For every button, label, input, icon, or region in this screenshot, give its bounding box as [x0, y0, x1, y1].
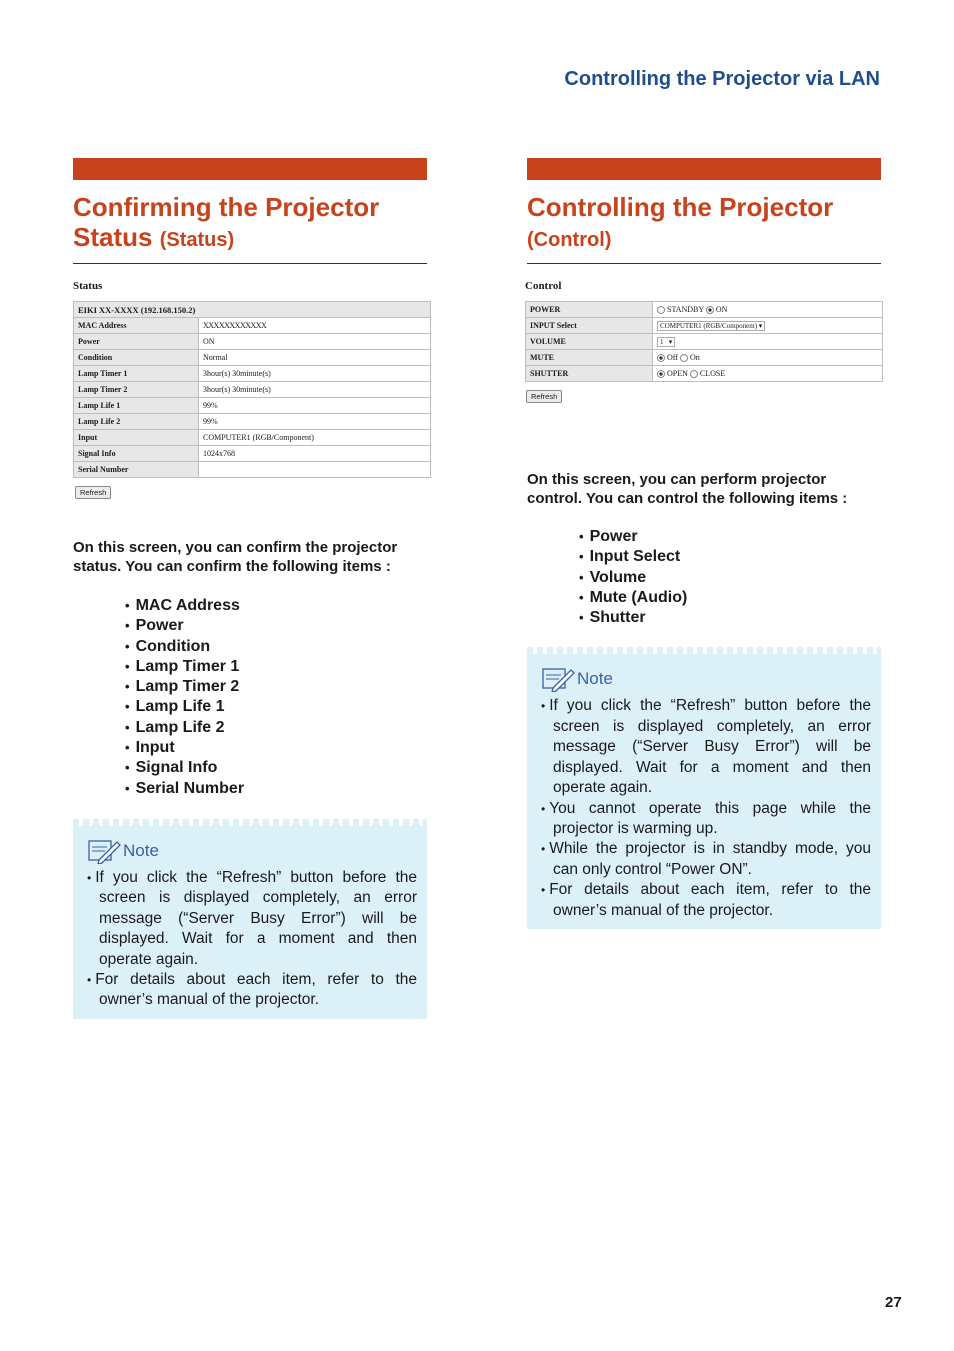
note-item: • For details about each item, refer to the owner’s manual of the projector. [87, 970, 417, 1011]
note-edge [73, 819, 427, 826]
table-row [526, 366, 883, 382]
control-section-title [527, 192, 881, 264]
row-value: 3hour(s) 30minute(s) [199, 382, 431, 398]
table-row [74, 462, 431, 478]
radio-label: Off [667, 352, 678, 362]
row-key: SHUTTER [526, 366, 653, 382]
status-intro: On this screen, you can confirm the projector status. You can confirm the following items : [73, 539, 398, 575]
row-value: XXXXXXXXXXXX [199, 318, 431, 334]
table-row [526, 334, 883, 350]
list-item: • Condition [125, 637, 427, 657]
table-row [526, 350, 883, 366]
status-item-list [73, 596, 427, 799]
control-item-list [527, 527, 881, 628]
radio-close[interactable] [690, 370, 698, 378]
radio-on[interactable] [680, 354, 688, 362]
row-value: Normal [199, 350, 431, 366]
control-table [525, 301, 883, 382]
select-value: 1 [660, 337, 664, 346]
table-row [74, 398, 431, 414]
list-item: • Mute (Audio) [579, 588, 881, 608]
table-row [74, 350, 431, 366]
list-item: • Power [579, 527, 881, 547]
row-value: 99% [199, 414, 431, 430]
row-key: Condition [74, 350, 199, 366]
table-row [74, 318, 431, 334]
note-item: • While the projector is in standby mode, you can only control “Power ON”. [541, 839, 871, 880]
list-item: • Signal Info [125, 758, 427, 778]
note-list [73, 868, 427, 1019]
list-item: • Lamp Life 2 [125, 718, 427, 738]
input-select[interactable]: COMPUTER1 (RGB/Component) ▾ [657, 321, 765, 331]
row-key: Power [74, 334, 199, 350]
table-row [74, 430, 431, 446]
radio-standby[interactable] [657, 306, 665, 314]
row-value [199, 462, 431, 478]
screen-label: Status [73, 280, 103, 292]
note-label: Note [123, 840, 159, 860]
pencil-note-icon [87, 838, 121, 864]
status-table [73, 301, 431, 478]
title-main: Confirming the Projector Status [73, 192, 380, 252]
table-row [74, 446, 431, 462]
radio-label: CLOSE [699, 368, 726, 378]
row-key: Lamp Life 2 [74, 414, 199, 430]
screen-label: Control [525, 280, 562, 292]
pencil-note-icon [541, 666, 575, 692]
refresh-button[interactable]: Refresh [526, 390, 562, 403]
table-row [74, 334, 431, 350]
title-sub: (Control) [527, 229, 612, 251]
note-item: • For details about each item, refer to the owner’s manual of the projector. [541, 880, 871, 921]
row-key: MAC Address [74, 318, 199, 334]
note-item: • You cannot operate this page while the projector is warming up. [541, 799, 871, 840]
table-row [74, 382, 431, 398]
select-value: COMPUTER1 (RGB/Component) [660, 321, 758, 330]
row-key: Lamp Timer 2 [74, 382, 199, 398]
control-intro: On this screen, you can perform projector control. You can control the following items : [527, 471, 848, 507]
list-item: • Input [125, 738, 427, 758]
mute-radio-group [653, 350, 883, 366]
row-key: Input [74, 430, 199, 446]
table-row [526, 318, 883, 334]
shutter-radio-group [653, 366, 883, 382]
list-item: • Lamp Life 1 [125, 697, 427, 717]
note-box [73, 819, 427, 1019]
list-item: • Lamp Timer 2 [125, 677, 427, 697]
control-column [527, 158, 881, 929]
note-label: Note [577, 669, 613, 689]
list-item: • Shutter [579, 608, 881, 628]
page-number: 27 [885, 1294, 902, 1311]
row-value: 99% [199, 398, 431, 414]
section-bar [527, 158, 881, 180]
radio-on[interactable] [706, 306, 714, 314]
table-row [74, 366, 431, 382]
row-value: COMPUTER1 (RGB/Component) [199, 430, 431, 446]
note-item: • If you click the “Refresh” button before the screen is displayed completely, an error message (“Server Busy Error”) will be displayed. Wait for a moment and then operate again. [541, 696, 871, 798]
radio-open[interactable] [657, 370, 665, 378]
table-row [526, 302, 883, 318]
note-list [527, 696, 881, 928]
list-item: • Lamp Timer 1 [125, 657, 427, 677]
running-header: Controlling the Projector via LAN [564, 68, 880, 90]
row-key: INPUT Select [526, 318, 653, 334]
row-value: 1024x768 [199, 446, 431, 462]
row-value: ON [199, 334, 431, 350]
row-key: POWER [526, 302, 653, 318]
row-value: 3hour(s) 30minute(s) [199, 366, 431, 382]
power-radio-group [653, 302, 883, 318]
section-bar [73, 158, 427, 180]
list-item: • Volume [579, 568, 881, 588]
table-header: EIKI XX-XXXX (192.168.150.2) [74, 302, 431, 318]
list-item: • Serial Number [125, 779, 427, 799]
note-item: • If you click the “Refresh” button before the screen is displayed completely, an error message (“Server Busy Error”) will be displayed. Wait for a moment and then operate again. [87, 868, 417, 970]
refresh-button[interactable]: Refresh [75, 486, 111, 499]
row-key: Signal Info [74, 446, 199, 462]
note-box [527, 647, 881, 928]
status-column [73, 158, 427, 1019]
radio-off[interactable] [657, 354, 665, 362]
note-heading [73, 826, 427, 864]
row-key: Lamp Timer 1 [74, 366, 199, 382]
radio-label: On [689, 352, 700, 362]
title-sub: (Status) [159, 229, 235, 251]
volume-select[interactable]: 1 ▾ [657, 337, 675, 347]
row-key: Lamp Life 1 [74, 398, 199, 414]
radio-label: OPEN [667, 368, 688, 378]
list-item: • MAC Address [125, 596, 427, 616]
row-key: VOLUME [526, 334, 653, 350]
list-item: • Input Select [579, 547, 881, 567]
radio-label: STANDBY [667, 304, 704, 314]
table-row [74, 414, 431, 430]
radio-label: ON [715, 304, 728, 314]
list-item: • Power [125, 616, 427, 636]
note-edge [527, 647, 881, 654]
title-main: Controlling the Projector [527, 192, 834, 222]
row-key: Serial Number [74, 462, 199, 478]
status-section-title [73, 192, 427, 264]
note-heading [527, 654, 881, 692]
row-key: MUTE [526, 350, 653, 366]
